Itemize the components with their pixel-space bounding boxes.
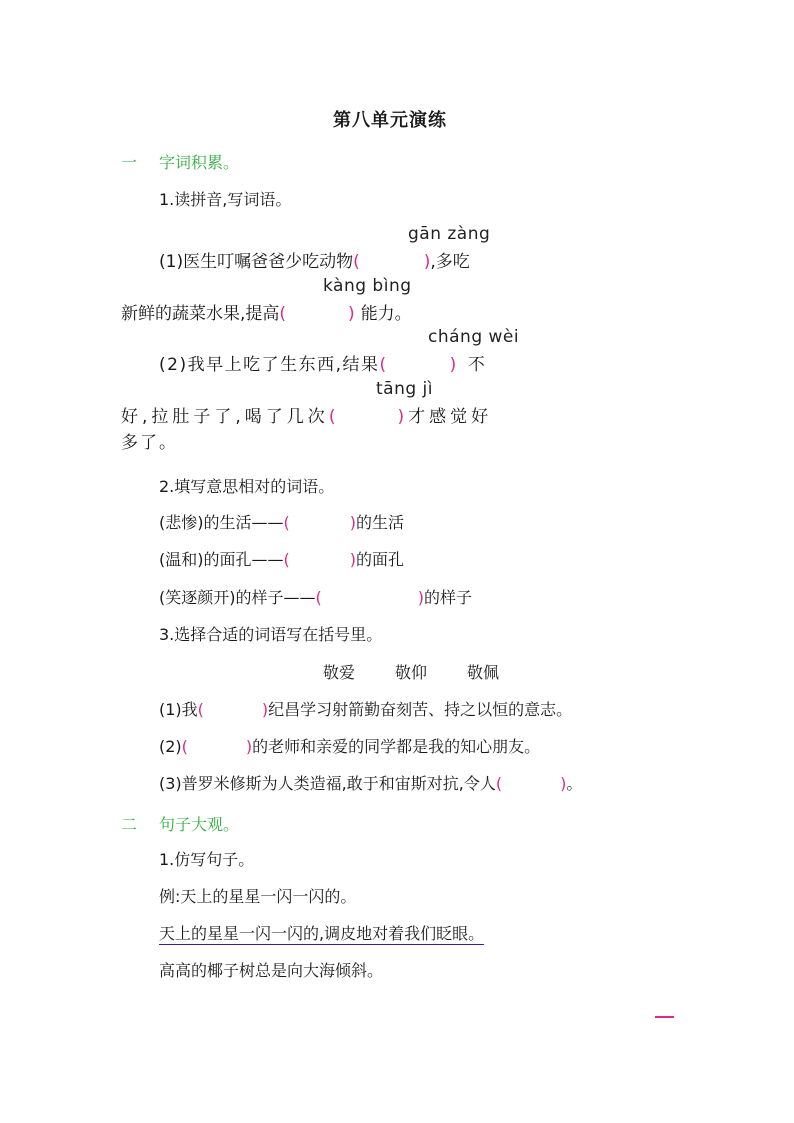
bracket-close: ): [348, 304, 355, 324]
item-3: [159, 773, 582, 795]
pinyin-ganzang: gān zàng: [408, 224, 491, 244]
answer-sentence: [159, 923, 484, 945]
bracket-close: ): [349, 513, 356, 532]
pinyin-tangji: tāng jì: [376, 379, 433, 399]
bracket-open: (: [197, 700, 204, 719]
item-text: 。: [566, 774, 583, 793]
sentence-text: 好,拉肚子了,喝了几次: [121, 407, 329, 427]
word-choices: [323, 662, 499, 684]
sentence-2-line-2: [121, 406, 492, 428]
pinyin-kangbing: kàng bìng: [323, 276, 412, 296]
bracket-open: (: [315, 588, 322, 607]
prompt-sentence: 高高的椰子树总是向大海倾斜。: [159, 961, 384, 980]
row-left-text: (悲惨)的生活——: [159, 513, 284, 532]
sentence-text: (1)医生叮嘱爸爸少吃动物: [159, 252, 354, 272]
row-right-text: 的样子: [424, 588, 473, 607]
item-text: (3)普罗米修斯为人类造福,敢于和宙斯对抗,令人: [159, 774, 496, 793]
bracket-open: (: [379, 355, 388, 375]
sentence-2-line-3: 多了。: [121, 433, 178, 453]
bracket-open: (: [181, 737, 188, 756]
sentence-text: (2)我早上吃了生东西,结果: [159, 355, 380, 375]
question-2-heading: 2.填写意思相对的词语。: [159, 477, 335, 496]
pinyin-changwei: cháng wèi: [428, 327, 520, 347]
item-1: [159, 699, 572, 721]
choice-word: 敬爱: [323, 663, 356, 682]
page-title: 第八单元演练: [333, 110, 447, 131]
bracket-close: ): [245, 737, 253, 756]
question-1-heading: 1.读拼音,写词语。: [159, 190, 292, 209]
choice-word: 敬佩: [467, 663, 500, 682]
bracket-open: (: [328, 407, 340, 427]
section-one-title: 字词积累。: [159, 153, 240, 172]
sentence-1-line-1: [159, 251, 470, 273]
sentence-text: 不: [467, 355, 487, 375]
bracket-close: ): [560, 774, 567, 793]
sentence-text: 才感觉好: [408, 407, 493, 427]
imitation-heading: 1.仿写句子。: [159, 850, 255, 869]
row-left-text: (温和)的面孔——: [159, 550, 284, 569]
item-text: 的老师和亲爱的同学都是我的知心朋友。: [252, 737, 541, 756]
antonym-row: [159, 549, 404, 571]
bracket-close: ): [423, 252, 431, 272]
sentence-2-line-1: [159, 354, 486, 376]
corner-mark: [655, 1016, 674, 1018]
sentence-text: 能力。: [360, 304, 412, 324]
bracket-open: (: [279, 304, 287, 324]
row-right-text: 的面孔: [356, 550, 405, 569]
item-text: (2): [159, 737, 182, 756]
example-sentence: 例:天上的星星一闪一闪的。: [159, 887, 357, 906]
bracket-close: ): [349, 550, 356, 569]
sentence-1-line-2: [121, 303, 412, 325]
antonym-row: [159, 512, 404, 534]
item-text: (1)我: [159, 700, 198, 719]
bracket-close: ): [449, 355, 458, 375]
bracket-open: (: [283, 513, 290, 532]
question-3-heading: 3.选择合适的词语写在括号里。: [159, 625, 383, 644]
section-one-number: 一: [121, 153, 138, 172]
bracket-open: (: [353, 252, 360, 272]
bracket-close: ): [417, 588, 424, 607]
section-two-title: 句子大观。: [159, 815, 240, 834]
item-2: [159, 736, 540, 758]
bracket-open: (: [283, 550, 290, 569]
bracket-close: ): [397, 407, 409, 427]
row-right-text: 的生活: [356, 513, 405, 532]
section-two-number: 二: [121, 815, 138, 834]
item-text: 纪昌学习射箭勤奋刻苦、持之以恒的意志。: [268, 700, 573, 719]
underlined-answer: 天上的星星一闪一闪的,调皮地对着我们眨眼。: [159, 924, 485, 943]
row-left-text: (笑逐颜开)的样子——: [159, 588, 316, 607]
antonym-row: [159, 587, 472, 609]
sentence-text: ,多吃: [430, 252, 470, 272]
sentence-text: 新鲜的蔬菜水果,提高: [121, 304, 280, 324]
bracket-close: ): [261, 700, 269, 719]
bracket-open: (: [495, 774, 503, 793]
choice-word: 敬仰: [395, 663, 428, 682]
